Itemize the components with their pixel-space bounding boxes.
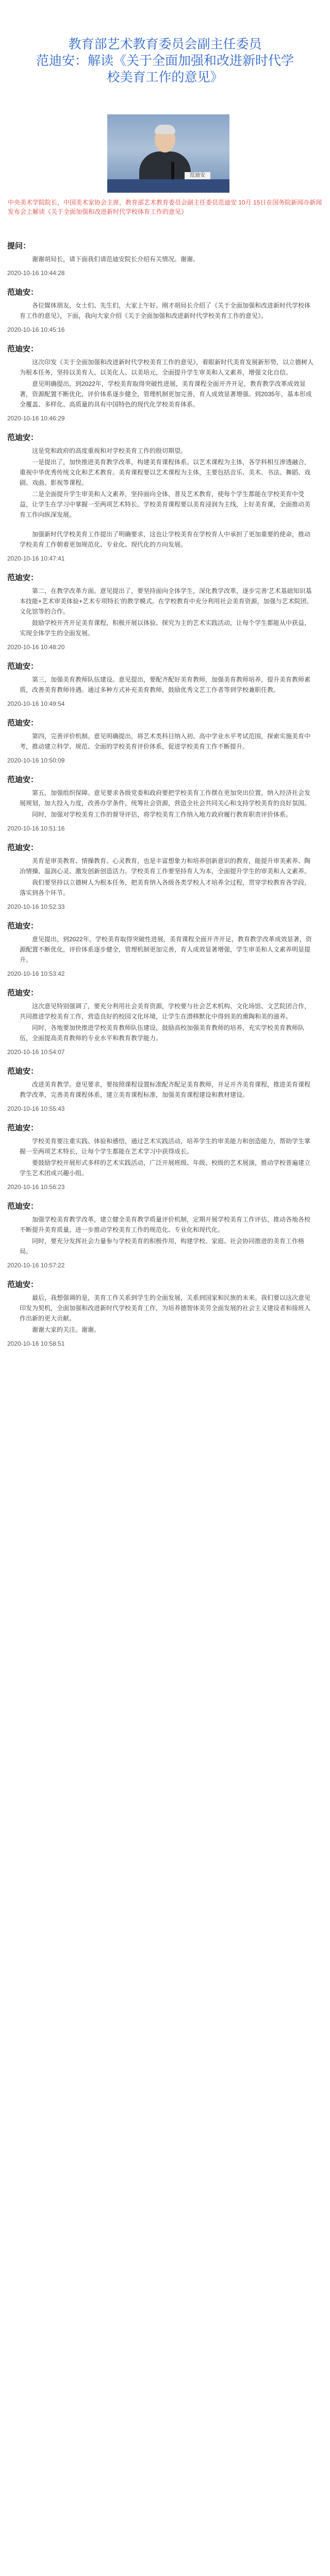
transcript-entry (0, 572, 314, 652)
speaker-name: 范迪安： (7, 433, 39, 442)
hero-title (0, 36, 330, 86)
speaker-name: 范迪安： (7, 288, 39, 297)
transcript-paragraph: 谢谢胡局长，请下面我们请范迪安院长介绍有关情况。谢谢。 (32, 256, 200, 263)
timestamp: 2020-10-16 10:48:20 (7, 643, 65, 651)
speaker-name: 范迪安： (7, 1202, 39, 1211)
transcript-paragraph: 加强学校美育教学改革，建立健全美育教学质量评价机制，定期开展学校美育工作评估，推动各地各校不断提升美育质量，进一步推动学校美育工作的规范化、专业化和现代化。 (20, 1216, 311, 1233)
transcript-entry (0, 774, 314, 833)
transcript-entry (0, 842, 314, 911)
transcript-entry (0, 529, 314, 563)
transcript-paragraph: 各位媒体朋友，女士们、先生们，大家上午好。刚才胡局长介绍了《关于全面加强和改进新时代学校体育工作的意见》，下面，我向大家介绍《关于全面加强和改进新时代学校美育工作的意见》。 (20, 302, 311, 319)
photo-nameplate: 范迪安 (185, 172, 210, 179)
speaker-name: 范迪安： (7, 1280, 39, 1289)
speaker-name: 范迪安： (7, 345, 39, 353)
timestamp: 2020-10-16 10:50:09 (7, 757, 65, 764)
speaker-name: 范迪安： (7, 922, 39, 930)
speaker-name: 提问： (7, 242, 31, 250)
transcript-entry (0, 241, 314, 278)
hero-title-line: 范迪安：解读《关于全面加强和改进新时代学 (36, 54, 294, 68)
timestamp: 2020-10-16 10:46:29 (7, 415, 65, 422)
speaker-name: 范迪安： (7, 1124, 39, 1132)
timestamp: 2020-10-16 10:51:16 (7, 825, 65, 832)
photo-desk (107, 179, 229, 193)
speaker-name: 范迪安： (7, 662, 39, 671)
transcript-paragraph: 最后，我想强调的是，美育工作关系到学生的全面发展，关系到国家和民族的未来。我们要以这次意见印发为契机，全面加强和改进新时代学校美育工作，为培养德智体美劳全面发展的社会主义建设者和接班人作出新的更大贡献。 (20, 1294, 311, 1322)
photo-caption: 中央美术学院院长，中国美术家协会主席，教育部艺术教育委员会副主任委员范迪安 10月 15日在国务院新闻办新闻发布会上解读《关于全面加强和改进新时代学校体育工作的意见》 (8, 199, 322, 215)
speaker-name: 范迪安： (7, 989, 39, 997)
speaker-name: 范迪安： (7, 1067, 39, 1076)
speaker-name: 范迪安： (7, 573, 39, 582)
transcript-paragraph: 我们要坚持以立德树人为根本任务，把美育纳入各级各类学校人才培养全过程，贯穿学校教育各学段，落实到各个环节。 (20, 879, 311, 896)
timestamp: 2020-10-16 10:44:28 (7, 269, 65, 277)
speaker-name: 范迪安： (7, 719, 39, 727)
live-transcript (0, 241, 330, 1358)
transcript-entry (0, 921, 314, 978)
photo-hair (155, 125, 175, 134)
transcript-paragraph: 意见提出，到2022年，学校美育取得突破性进展，美育课程全面开齐开足，教育教学改革成效显著，资源配置不断优化，评价体系逐步健全，管理机制更加完善，育人成效显著增强，学生审美和人文素养明显提升。 (20, 936, 312, 963)
transcript-paragraph: 意见明确提出，到2022年，学校美育取得突破性进展，美育课程全面开齐开足，教育教学改革成效显著，资源配置不断优化，评价体系逐步健全，管理机制更加完善，育人成效显著增强。到2035年，基本形成全覆盖、多样化、高质量的具有中国特色的现代化学校美育体系。 (20, 380, 312, 408)
hero-title-line: 教育部艺术教育委员会副主任委员 (68, 37, 262, 52)
timestamp: 2020-10-16 10:49:54 (7, 700, 65, 707)
transcript-entry (0, 661, 314, 708)
transcript-paragraph: 同时，加强对学校美育工作的督导评估，将学校美育工作纳入地方政府履行教育职责评价体系。 (32, 811, 292, 818)
transcript-paragraph: 这次印发《关于全面加强和改进新时代学校美育工作的意见》，着眼新时代美育发展新形势，以立德树人为根本任务，坚持以美育人、以美化人、以美培元，全面提升学生审美和人文素养，增强文化自信。 (20, 359, 314, 376)
transcript-paragraph: 美育是审美教育、情操教育、心灵教育，也是丰富想象力和培养创新意识的教育，能提升审美素养、陶冶情操、温润心灵、激发创新创造活力。学校美育工作要坚持育人为本，全面提升学生的审美和人文素养。 (20, 857, 311, 875)
hero-title-line: 校美育工作的意见》 (107, 70, 223, 84)
transcript-paragraph: 第二，在教学改革方面。意见提出了，要坚持面向全体学生，深化教学改革，逐步完善‘艺术基础知识基本技能+艺术审美体验+艺术专项特长’的教学模式。在学校教育中充分利用社会美育资源，加强与艺术院团、文化馆等的合作。 (20, 587, 313, 615)
transcript-paragraph: 这次意见特别强调了，要充分利用社会美育资源，学校要与社会艺术机构、文化场馆、文艺院团合作，共同推进学校美育工作，营造良好的校园文化环境，让学生在潜移默化中得到美的熏陶和美的滋养。 (20, 1003, 311, 1020)
transcript-paragraph: 谢谢大家的关注。谢谢。 (32, 1326, 101, 1333)
timestamp: 2020-10-16 10:47:41 (7, 555, 65, 562)
timestamp: 2020-10-16 10:55:43 (7, 1105, 65, 1112)
transcript-paragraph: 学校美育要注重实践、体验和感悟，通过艺术实践活动，培养学生的审美能力和创造能力，帮助学生掌握一至两项艺术特长，让每个学生都能在艺术学习中获得成长。 (20, 1138, 311, 1155)
transcript-paragraph: 二是全面提升学生审美和人文素养，坚持面向全体，普及艺术教育，使每个学生都能在学校美育中受益，让学生在学习中掌握一至两项艺术特长。学校美育课程要以美育浸润为主线，上好美育课，全面推动美育工作向纵深发展。 (20, 490, 311, 518)
timestamp: 2020-10-16 10:54:07 (7, 1048, 65, 1056)
transcript-entry (0, 988, 314, 1057)
transcript-paragraph: 同时，要充分发挥社会力量参与学校美育的积极作用，构建学校、家庭、社会协同推进的美育工作格局。 (20, 1238, 305, 1255)
transcript-entry (0, 1123, 314, 1192)
transcript-entry (0, 718, 314, 765)
transcript-entry (0, 432, 314, 520)
transcript-paragraph: 第五，加强组织保障。意见要求各级党委和政府要把学校美育工作摆在更加突出位置，纳入经济社会发展规划，加大投入力度，改善办学条件，统筹社会资源，营造全社会共同关心和支持学校美育的良好氛围。 (20, 789, 311, 807)
transcript-paragraph: 第四，完善评价机制。意见明确提出，将艺术类科目纳入初、高中学业水平考试范围，探索实施美育中考，推动建立科学、规范、全面的学校美育评价体系，促进学校美育工作不断提升。 (20, 733, 311, 750)
timestamp: 2020-10-16 10:45:16 (7, 326, 65, 333)
timestamp: 2020-10-16 10:58:51 (7, 1340, 65, 1347)
transcript-paragraph: 这是党和政府的高度重视和对学校美育工作的殷切期望。 (32, 447, 187, 454)
speaker-name: 范迪安： (7, 775, 39, 784)
transcript-entry (0, 1279, 314, 1348)
timestamp: 2020-10-16 10:57:22 (7, 1262, 65, 1269)
timestamp: 2020-10-16 10:52:33 (7, 903, 65, 910)
transcript-paragraph: 要鼓励学校开展形式多样的艺术实践活动，广泛开展班级、年级、校级的艺术展演，推动学校普遍建立学生艺术团或兴趣小组。 (20, 1159, 311, 1177)
transcript-entry (0, 344, 314, 423)
timestamp: 2020-10-16 10:53:42 (7, 970, 65, 977)
transcript-paragraph: 加强新时代学校美育工作提出了明确要求，这也让学校美育在学校育人中承担了更加重要的使命，推动学校美育工作朝着更加规范化、专业化、现代化的方向发展。 (20, 531, 311, 548)
transcript-entry (0, 1066, 314, 1113)
transcript-paragraph: 同时，各地要加快推进学校美育教师队伍建设，鼓励高校加强美育教师的培养，充实学校美育教师队伍，全面提高美育教师的专业水平和教育教学能力。 (20, 1024, 305, 1042)
transcript-paragraph: 第三，加强美育教师队伍建设。意见提出，要配齐配好美育教师，加强美育教师培养，提升美育教师素质，改善美育教师待遇。通过多种方式补充美育教师，鼓励优秀文艺工作者等到学校兼职任教。 (20, 676, 311, 693)
transcript-paragraph: 鼓励学校开齐开足美育课程，积极开展以体验、探究为主的艺术实践活动，让每个学生都能从中获益，实现全体学生的全面发展。 (20, 619, 311, 637)
speaker-photo (107, 114, 229, 193)
speaker-name: 范迪安： (7, 843, 39, 852)
transcript-entry (0, 287, 314, 334)
transcript-paragraph: 一是提出了，加快推进美育教学改革，构建美育课程体系。以艺术课程为主体，各学科相互渗透融合，重视中华优秀传统文化和艺术教育。美育课程要以艺术课程为主体，主要包括音乐、美术、书法、舞蹈、戏剧、戏曲、影视等课程。 (20, 459, 311, 486)
timestamp: 2020-10-16 10:56:23 (7, 1183, 65, 1191)
transcript-paragraph: 改进美育教学。意见要求，要按照课程设置标准配齐配足美育教师，开足开齐美育课程，推进美育课程教学改革，完善美育课程体系，建立美育课程标准，加强美育课程建设和教材建设。 (20, 1081, 311, 1098)
transcript-entry (0, 1201, 314, 1270)
